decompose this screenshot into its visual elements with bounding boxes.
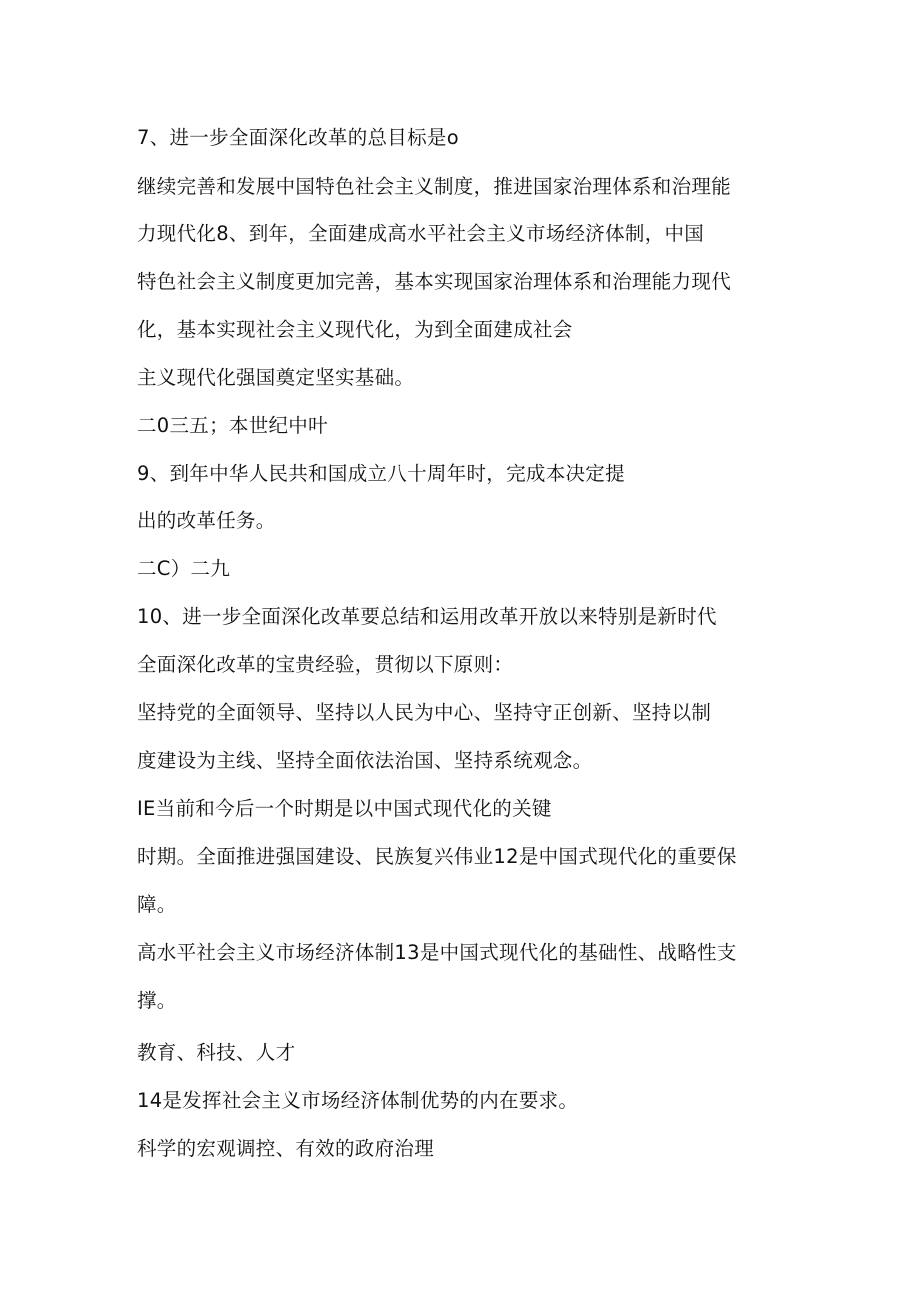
text-line: 障。 <box>137 893 177 916</box>
text-line: 科学的宏观调控、有效的政府治理 <box>137 1137 435 1160</box>
text-line: 继续完善和发展中国特色社会主义制度，推进国家治理体系和治理能 <box>137 175 732 198</box>
text-line: 坚持党的全面领导、坚持以人民为中心、坚持守正创新、坚持以制 <box>137 701 712 724</box>
text-line: 二C）二九 <box>137 557 231 580</box>
text-line: 高水平社会主义市场经济体制13是中国式现代化的基础性、战略性支 <box>137 941 737 964</box>
text-line: 二0三五；本世纪中叶 <box>137 414 328 437</box>
text-line: 特色社会主义制度更加完善，基本实现国家治理体系和治理能力现代 <box>137 270 732 293</box>
text-line: 主义现代化强国奠定坚实基础。 <box>137 366 415 389</box>
text-line: 10、进一步全面深化改革要总结和运用改革开放以来特别是新时代 <box>137 605 717 628</box>
text-line: 9、到年中华人民共和国成立八十周年时，完成本决定提 <box>137 462 625 485</box>
text-line: 化，基本实现社会主义现代化，为到全面建成社会 <box>137 318 573 341</box>
text-line: 力现代化8、到年，全面建成高水平社会主义市场经济体制，中国 <box>137 222 705 245</box>
text-line: 时期。全面推进强国建设、民族复兴伟业12是中国式现代化的重要保 <box>137 845 737 868</box>
text-line: 撑。 <box>137 989 177 1012</box>
text-line: 14是发挥社会主义市场经济体制优势的内在要求。 <box>137 1089 579 1112</box>
text-line: 教育、科技、人才 <box>137 1041 296 1064</box>
text-line: 7、进一步全面深化改革的总目标是o <box>137 126 459 149</box>
text-line: 全面深化改革的宝贵经验，贯彻以下原则： <box>137 653 514 676</box>
text-line: IE当前和今后一个时期是以中国式现代化的关键 <box>137 797 552 820</box>
text-line: 出的改革任务。 <box>137 509 276 532</box>
text-line: 度建设为主线、坚持全面依法治国、坚持系统观念。 <box>137 749 593 772</box>
